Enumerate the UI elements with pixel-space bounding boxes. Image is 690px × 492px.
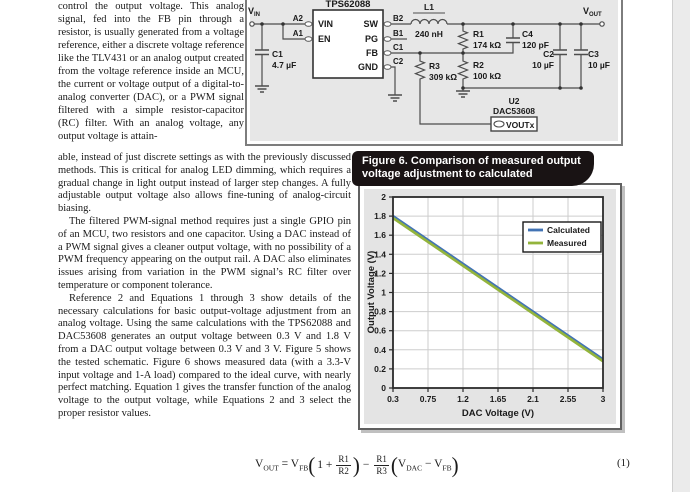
r2-value: 100 kΩ bbox=[473, 71, 502, 81]
legend-label-calculated: Calculated bbox=[547, 225, 590, 235]
svg-text:2: 2 bbox=[381, 192, 386, 202]
circuit-schematic bbox=[245, 0, 625, 145]
r1-ref: R1 bbox=[473, 29, 484, 39]
pin-pg: PG bbox=[364, 34, 378, 44]
c1-value: 4.7 µF bbox=[272, 60, 297, 70]
article-paragraph-1b: able, instead of just discrete settings as with the previously discussed methods. This is critical for analog LED dimming, which requires a gradual change in light output instead of larger step changes. A fully adjustable output voltage also allows fine-tuning of analog-circuit biasing. bbox=[58, 152, 351, 215]
dac-pin-oval bbox=[494, 121, 504, 127]
c3-value: 10 µF bbox=[588, 60, 610, 70]
svg-text:2.55: 2.55 bbox=[559, 394, 577, 404]
eq-one-plus: 1 + bbox=[317, 459, 333, 471]
resistor-r2 bbox=[459, 58, 468, 82]
ball-a2: A2 bbox=[292, 14, 303, 23]
figure6-chart-box bbox=[358, 183, 622, 430]
c4-ref: C4 bbox=[522, 29, 533, 39]
svg-text:0.4: 0.4 bbox=[374, 344, 386, 355]
dac-pin-name: VOUTx bbox=[506, 120, 535, 130]
output-voltage-chart bbox=[364, 189, 616, 424]
article-paragraph-narrow: control the output voltage. This analog signal, fed into the FB pin through a resistor, is usually generated from a voltage reference, either a discrete voltage reference like the TLV431 or an analog output created from the voltage reference inside an MCU, the current or voltage output of a digital-to-analog converter (DAC), or a PWM signal filtered with a simple resistor-capacitor (RC) filter. With an analog voltage, any output voltage is attain- bbox=[58, 1, 244, 142]
svg-text:2.1: 2.1 bbox=[527, 394, 539, 404]
ball-b2: B2 bbox=[393, 14, 404, 23]
eq-paren-open-1: ( bbox=[308, 452, 316, 478]
svg-text:1.8: 1.8 bbox=[374, 211, 386, 222]
vin-label: $V_{IN}$ bbox=[248, 6, 261, 18]
c1-ref: C1 bbox=[272, 49, 283, 59]
l1-value: 240 nH bbox=[415, 29, 443, 39]
article-paragraph-3: Reference 2 and Equations 1 through 3 show details of the necessary calculations for basic output-voltage adjustment from an analog voltage. Using the same calculations with the TPS62088 and DAC53608 generates an output voltage between 0.3 V and 1.8 V from a DAC output voltage between 0.3 V and 3 V. Figure 5 shows the tested schematic. Figure 6 shows measured data (with a 3.3-V input voltage and 1-A load) compared to the ideal curve, with nearly perfect matching. Equation 1 gives the transfer function of the analog voltage to the output voltage, while Equations 2 and 3 select the proper resistor values. bbox=[58, 292, 351, 419]
svg-text:3: 3 bbox=[600, 394, 606, 404]
svg-text:0.6: 0.6 bbox=[374, 325, 386, 336]
y-axis-title: Output Voltage (V) bbox=[366, 250, 377, 334]
capacitor-c3 bbox=[574, 50, 588, 55]
ball-c2: C2 bbox=[393, 57, 404, 66]
page-edge-strip bbox=[672, 0, 690, 492]
ground-r2 bbox=[456, 91, 470, 97]
legend-label-measured: Measured bbox=[547, 238, 587, 248]
eq-vout: $V_{OUT} = V_{FB}$ bbox=[255, 457, 309, 473]
svg-text:0.75: 0.75 bbox=[419, 394, 437, 404]
u2-part: DAC53608 bbox=[492, 106, 536, 116]
equation-1 bbox=[255, 450, 459, 480]
svg-text:1.65: 1.65 bbox=[489, 394, 507, 404]
r2-ref: R2 bbox=[473, 60, 484, 70]
eq-frac-r1-r2: $\frac{R1}{R2}$ bbox=[338, 454, 349, 476]
svg-text:0.2: 0.2 bbox=[374, 363, 386, 374]
svg-text:1.2: 1.2 bbox=[374, 268, 386, 279]
eq-vdac-term: $V_{DAC} - V_{FB}$ bbox=[397, 457, 452, 473]
ball-a1: A1 bbox=[292, 29, 303, 38]
vout-label: $V_{OUT}$ bbox=[583, 6, 602, 18]
c4-value: 120 pF bbox=[522, 40, 549, 50]
r3-value: 309 kΩ bbox=[429, 72, 458, 82]
r1-value: 174 kΩ bbox=[473, 40, 502, 50]
article-paragraph-2: The filtered PWM-signal method requires just a single GPIO pin of an MCU, two resistors and one capacitor. Using a DAC instead of a PWM signal gives a cleaner output voltage, with no possibility of a PWM frequency appearing on the output rail. A DAC also eliminates issues arising from variation in the PWM signal’s RC filter over temperature or component tolerance. bbox=[58, 215, 351, 291]
pin-sw: SW bbox=[363, 19, 378, 29]
article-column-wide bbox=[58, 152, 351, 421]
capacitor-c4 bbox=[506, 38, 520, 43]
ic-title: TPS62088 bbox=[325, 0, 371, 10]
eq-minus: − bbox=[362, 459, 370, 471]
eq-paren-close-1: ) bbox=[352, 452, 360, 478]
ball-c1: C1 bbox=[393, 43, 404, 52]
c2-value: 10 µF bbox=[532, 60, 554, 70]
ground-ic bbox=[388, 95, 402, 101]
figure6-title-line2: voltage adjustment to calculated bbox=[362, 168, 533, 180]
vin-terminal bbox=[250, 22, 254, 26]
pin-gnd: GND bbox=[358, 62, 378, 72]
svg-text:0.8: 0.8 bbox=[374, 306, 386, 317]
svg-text:0: 0 bbox=[381, 383, 386, 393]
chart-legend bbox=[523, 222, 601, 252]
vout-terminal bbox=[600, 22, 604, 26]
pin-vin: VIN bbox=[318, 19, 334, 29]
svg-text:1: 1 bbox=[381, 287, 386, 298]
svg-text:1.4: 1.4 bbox=[374, 249, 386, 260]
figure6-chart-panel bbox=[364, 189, 616, 424]
u2-ref: U2 bbox=[508, 96, 520, 106]
ball-b1: B1 bbox=[393, 29, 404, 38]
capacitor-c1 bbox=[255, 50, 269, 55]
figure6-title-line1: Figure 6. Comparison of measured output bbox=[362, 155, 581, 167]
c2-ref: C2 bbox=[543, 49, 554, 59]
resistor-r1 bbox=[459, 28, 468, 52]
svg-text:1.2: 1.2 bbox=[457, 394, 469, 404]
ground-c1 bbox=[255, 86, 269, 92]
pin-en: EN bbox=[318, 34, 331, 44]
capacitor-c2 bbox=[553, 50, 567, 55]
r3-ref: R3 bbox=[429, 61, 440, 71]
pin-fb: FB bbox=[366, 48, 378, 58]
l1-ref: L1 bbox=[424, 2, 434, 12]
eq-frac-r1-r3: $\frac{R1}{R3}$ bbox=[376, 454, 387, 476]
eq-paren-close-2: ) bbox=[451, 452, 459, 478]
c3-ref: C3 bbox=[588, 49, 599, 59]
figure6-caption-banner bbox=[352, 151, 594, 186]
x-axis-title: DAC Voltage (V) bbox=[461, 408, 535, 419]
x-tick-labels bbox=[387, 394, 606, 404]
eq-paren-open-2: ( bbox=[390, 452, 398, 478]
resistor-r3 bbox=[416, 58, 425, 82]
svg-text:1.6: 1.6 bbox=[374, 230, 386, 241]
svg-text:0.3: 0.3 bbox=[387, 394, 399, 404]
equation-number: (1) bbox=[617, 457, 630, 469]
